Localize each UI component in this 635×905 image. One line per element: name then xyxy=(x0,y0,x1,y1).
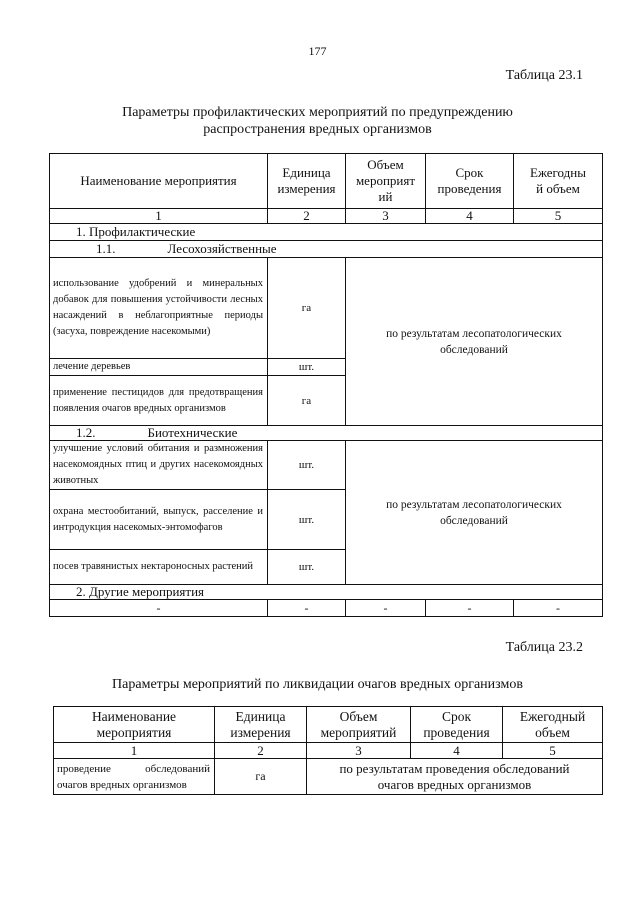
col-number: 2 xyxy=(268,209,346,224)
col-number: 2 xyxy=(215,743,307,759)
header-volume: Объем мероприят ий xyxy=(346,154,426,209)
table1 xyxy=(49,153,603,617)
dash-cell: - xyxy=(514,600,603,617)
col-number: 1 xyxy=(50,209,268,224)
col-number: 5 xyxy=(503,743,603,759)
dash-cell: - xyxy=(50,600,268,617)
header-term: Срок проведения xyxy=(426,154,514,209)
dash-row xyxy=(50,600,603,617)
col-number: 4 xyxy=(411,743,503,759)
merged-result-cell: по результатам лесопатологических обследований xyxy=(346,441,603,585)
col-number: 4 xyxy=(426,209,514,224)
merged-result-cell: по результатам проведения обследований очагов вредных организмов xyxy=(307,759,603,795)
col-number: 1 xyxy=(54,743,215,759)
table2 xyxy=(53,706,603,795)
section-title: 2. Другие мероприятия xyxy=(50,585,603,600)
table2-header-row xyxy=(54,707,603,743)
section-title: 1. Профилактические xyxy=(50,224,603,241)
table1-header-row xyxy=(50,154,603,209)
col-number: 3 xyxy=(346,209,426,224)
item-unit: шт. xyxy=(268,441,346,490)
item-name: лечение деревьев xyxy=(50,359,268,376)
subsection-title: 1.2. Биотехнические xyxy=(50,426,603,441)
table2-number-row xyxy=(54,743,603,759)
section-row xyxy=(50,585,603,600)
item-unit: га xyxy=(215,759,307,795)
item-unit: шт. xyxy=(268,359,346,376)
table-row xyxy=(50,441,603,490)
table1-label: Таблица 23.1 xyxy=(505,68,583,83)
dash-cell: - xyxy=(346,600,426,617)
item-name: охрана местообитаний, выпуск, расселение и интродукция насекомых-энтомофагов xyxy=(50,490,268,550)
merged-result-cell: по результатам лесопатологических обследований xyxy=(346,258,603,426)
subsection-title: 1.1. Лесохозяйственные xyxy=(50,241,603,258)
table2-caption: Параметры мероприятий по ликвидации очагов вредных организмов xyxy=(112,677,523,692)
subsection-row xyxy=(50,426,603,441)
header-annual: Ежегодны й объем xyxy=(514,154,603,209)
table1-caption xyxy=(0,104,635,138)
item-name: проведение обследований очагов вредных организмов xyxy=(54,759,215,795)
item-unit: га xyxy=(268,376,346,426)
header-name: Наименование мероприятия xyxy=(50,154,268,209)
item-name: применение пестицидов для предотвращения появления очагов вредных организмов xyxy=(50,376,268,426)
section-row xyxy=(50,224,603,241)
header-annual: Ежегодный объем xyxy=(503,707,603,743)
item-unit: га xyxy=(268,258,346,359)
col-number: 3 xyxy=(307,743,411,759)
table1-caption-line1: Параметры профилактических мероприятий по предупреждению xyxy=(122,105,513,120)
subsection-row xyxy=(50,241,603,258)
item-unit: шт. xyxy=(268,490,346,550)
page-number: 177 xyxy=(308,44,327,58)
item-name: использование удобрений и минеральных добавок для повышения устойчивости лесных насаждений в неблагоприятные периоды (засуха, повреждение насекомыми) xyxy=(50,258,268,359)
table-row xyxy=(50,258,603,359)
dash-cell: - xyxy=(268,600,346,617)
table2-label: Таблица 23.2 xyxy=(505,640,583,655)
dash-cell: - xyxy=(426,600,514,617)
item-name: посев травянистых нектароносных растений xyxy=(50,550,268,585)
item-name: улучшение условий обитания и размножения насекомоядных птиц и других насекомоядных животных xyxy=(50,441,268,490)
table1-number-row xyxy=(50,209,603,224)
item-unit: шт. xyxy=(268,550,346,585)
table-row xyxy=(54,759,603,795)
header-unit: Единица измерения xyxy=(268,154,346,209)
header-unit: Единица измерения xyxy=(215,707,307,743)
table1-caption-line2: распространения вредных организмов xyxy=(203,122,432,137)
header-term: Срок проведения xyxy=(411,707,503,743)
header-volume: Объем мероприятий xyxy=(307,707,411,743)
header-name: Наименование мероприятия xyxy=(54,707,215,743)
col-number: 5 xyxy=(514,209,603,224)
